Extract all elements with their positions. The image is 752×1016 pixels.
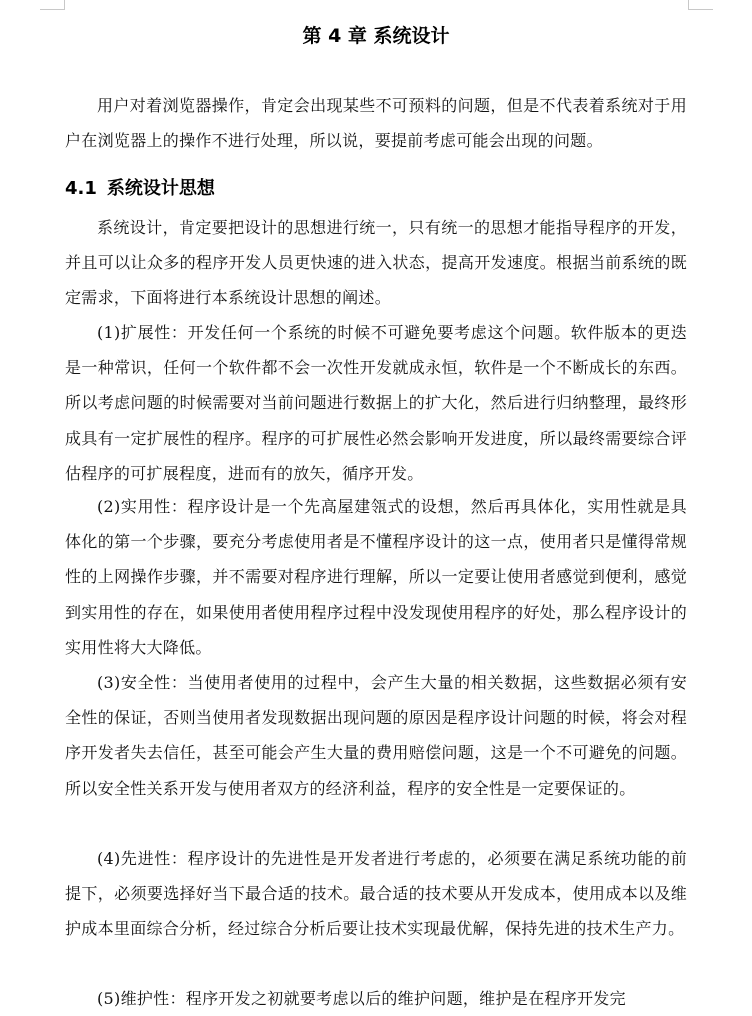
paragraph-security: (3)安全性：当使用者使用的过程中，会产生大量的相关数据，这些数据必须有安全性的保证，否则当使用者发现数据出现问题的原因是程序设计问题的时候，将会对程序开发者失去信任，甚至可能会产生大量的费用赔偿问题，这是一个不可避免的问题。所以安全性关系开发与使用者双方的经济利益，程序的安全性是一定要保证的。 <box>65 673 687 798</box>
intro-paragraph: 用户对着浏览器操作，肯定会出现某些不可预料的问题，但是不代表着系统对于用户在浏览器上的操作不进行处理，所以说，要提前考虑可能会出现的问题。 <box>65 96 687 151</box>
paragraph-maintainability: (5)维护性：程序开发之初就要考虑以后的维护问题，维护是在程序开发完 <box>97 989 626 1008</box>
crop-mark-top-left-h <box>40 9 65 10</box>
paragraph-extensibility: (1)扩展性：开发任何一个系统的时候不可避免要考虑这个问题。软件版本的更迭是一种常识，任何一个软件都不会一次性开发就成永恒，软件是一个不断成长的东西。所以考虑问题的时候需要对当前问题进行数据上的扩大化，然后进行归纳整理，最终形成具有一定扩展性的程序。程序的可扩展性必然会影响开发进度，所以最终需要综合评估程序的可扩展程度，进而有的放矢，循序开发。 <box>65 323 687 483</box>
paragraph-advancement: (4)先进性：程序设计的先进性是开发者进行考虑的，必须要在满足系统功能的前提下，必须要选择好当下最合适的技术。最合适的技术要从开发成本，使用成本以及维护成本里面综合分析，经过综合分析后要让技术实现最优解，保持先进的技术生产力。 <box>65 849 687 939</box>
section-title: 系统设计思想 <box>106 178 215 199</box>
paragraph-overview: 系统设计，肯定要把设计的思想进行统一，只有统一的思想才能指导程序的开发，并且可以让众多的程序开发人员更快速的进入状态，提高开发速度。根据当前系统的既定需求，下面将进行本系统设计思想的阐述。 <box>65 218 687 308</box>
crop-mark-top-right-v <box>688 0 689 10</box>
crop-mark-top-right-h <box>688 9 713 10</box>
crop-mark-top-left-v <box>64 0 65 10</box>
chapter-title: 第 4 章 系统设计 <box>302 25 450 47</box>
paragraph-practicality: (2)实用性：程序设计是一个先高屋建瓴式的设想，然后再具体化，实用性就是具体化的第一个步骤，要充分考虑使用者是不懂程序设计的这一点，使用者只是懂得常规性的上网操作步骤，并不需要对程序进行理解，所以一定要让使用者感觉到便利，感觉到实用性的存在，如果使用者使用程序过程中没发现使用程序的好处，那么程序设计的实用性将大大降低。 <box>65 497 687 657</box>
section-number: 4.1 <box>65 178 97 199</box>
section-heading <box>65 174 215 204</box>
